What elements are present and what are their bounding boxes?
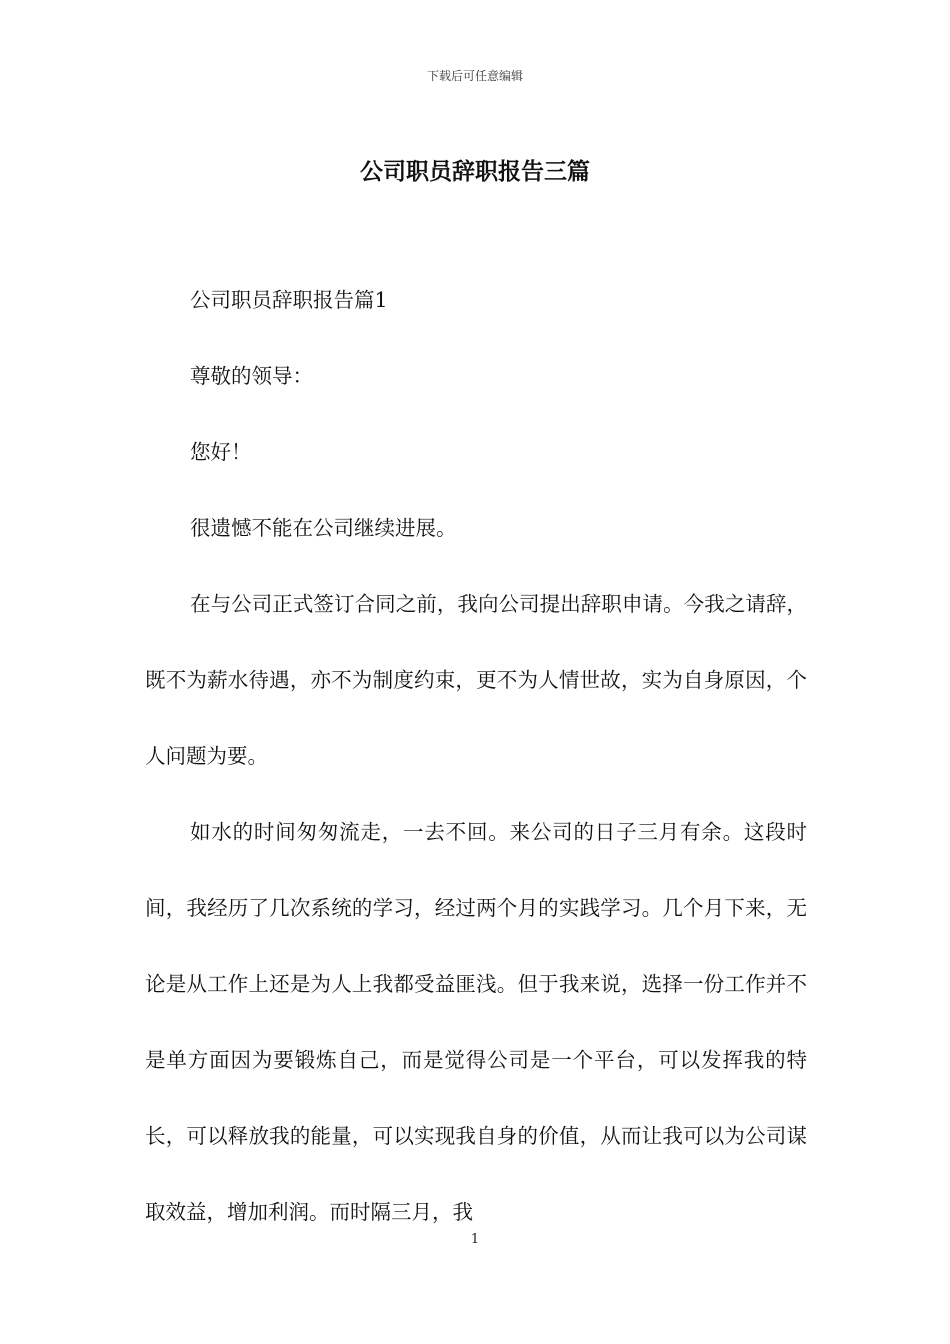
page-number: 1	[470, 1232, 480, 1247]
paragraph-regret: 很遗憾不能在公司继续进展。	[190, 516, 457, 540]
paragraph-salutation: 尊敬的领导：	[190, 364, 313, 388]
header-note: 下载后可任意编辑	[426, 69, 523, 83]
paragraph-greeting: 您好！	[190, 440, 252, 464]
paragraph-resignation-reason: 在与公司正式签订合同之前，我向公司提出辞职申请。今我之请辞，既不为薪水待遇，亦不为制度约束，更不为人情世故，实为自身原因，个人问题为要。	[145, 592, 807, 768]
paragraph-section-heading: 公司职员辞职报告篇1	[190, 288, 388, 312]
document-title: 公司职员辞职报告三篇	[360, 158, 590, 185]
paragraph-experience: 如水的时间匆匆流走，一去不回。来公司的日子三月有余。这段时间，我经历了几次系统的学习，经过两个月的实践学习。几个月下来，无论是从工作上还是为人上我都受益匪浅。但于我来说，选择一份工作并不是单方面因为要锻炼自己，而是觉得公司是一个平台，可以发挥我的特长，可以释放我的能量，可以实现我自身的价值，从而让我可以为公司谋取效益，增加利润。而时隔三月，我	[145, 820, 807, 1224]
